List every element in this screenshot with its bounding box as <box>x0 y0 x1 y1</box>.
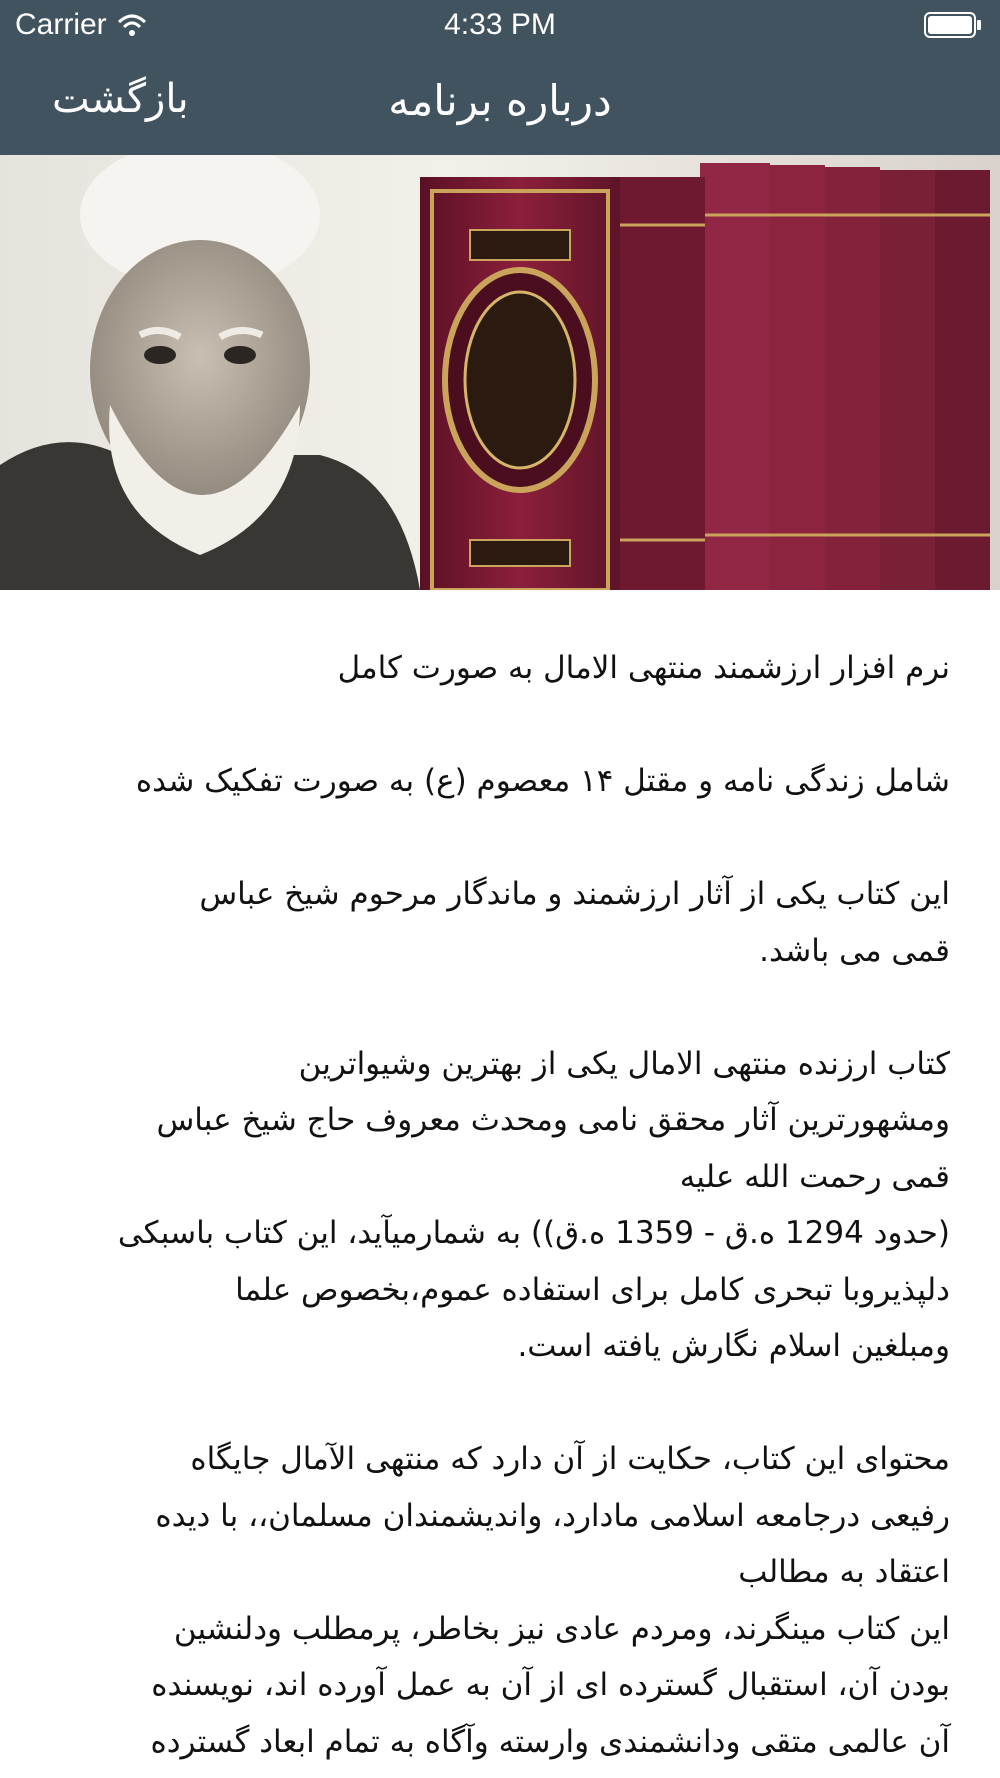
about-paragraph <box>50 1036 950 1375</box>
text-line: دلپذیروبا تبحری کامل برای استفاده عموم،بخصوص علما <box>235 1271 950 1308</box>
text-line: (حدود 1294 ه.ق - 1359 ه.ق)) به شمارمیآید، این کتاب باسبکی <box>117 1215 950 1251</box>
about-text <box>50 640 950 1778</box>
hero-banner-image <box>0 155 1000 590</box>
about-paragraph <box>50 753 950 810</box>
text-line: ومشهورترین آثار محقق نامی ومحدث معروف حاج شیخ عباس <box>156 1102 950 1138</box>
navigation-bar <box>0 52 1000 155</box>
status-time: 4:33 PM <box>444 8 556 41</box>
text-line: محتوای این کتاب، حکایت از آن دارد که منتهی الآمال جایگاه <box>190 1441 950 1477</box>
book-stack-icon <box>420 163 990 590</box>
battery-icon <box>924 12 982 38</box>
text-line: شامل زندگی نامه و مقتل ۱۴ معصوم (ع) به صورت تفکیک شده <box>135 763 950 799</box>
text-line: قمی می باشد. <box>759 932 950 969</box>
text-line: کتاب ارزنده منتهی الامال یکی از بهترین وشیواترین <box>298 1045 950 1082</box>
text-line: ومبلغین اسلام نگارش یافته است. <box>517 1328 950 1364</box>
carrier-name: Carrier <box>15 8 107 41</box>
text-line: آن عالمی متقی ودانشمندی وارسته وآگاه به تمام ابعاد گسترده <box>150 1723 950 1760</box>
text-line: بودن آن، استقبال گسترده ای از آن به عمل آورده اند، نویسنده <box>151 1667 950 1703</box>
back-button[interactable]: بازگشت <box>52 76 189 122</box>
status-bar <box>0 0 1000 52</box>
about-paragraph <box>50 1431 950 1770</box>
text-line: این کتاب یکی از آثار ارزشمند و ماندگار مرحوم شیخ عباس <box>199 876 950 912</box>
page-title: درباره برنامه <box>388 76 612 125</box>
text-line: نرم افزار ارزشمند منتهی الامال به صورت کامل <box>337 650 950 686</box>
text-line: قمی رحمت الله علیه <box>679 1158 950 1195</box>
about-paragraph <box>50 866 950 979</box>
top-bar <box>0 0 1000 155</box>
about-paragraph <box>50 640 950 697</box>
text-line: رفیعی درجامعه اسلامی مادارد، واندیشمندان مسلمان،، با دیده <box>155 1497 950 1534</box>
text-line: اعتقاد به مطالب <box>738 1554 950 1590</box>
text-line: این کتاب مینگرند، ومردم عادی نیز بخاطر، پرمطلب ودلنشین <box>173 1610 950 1647</box>
